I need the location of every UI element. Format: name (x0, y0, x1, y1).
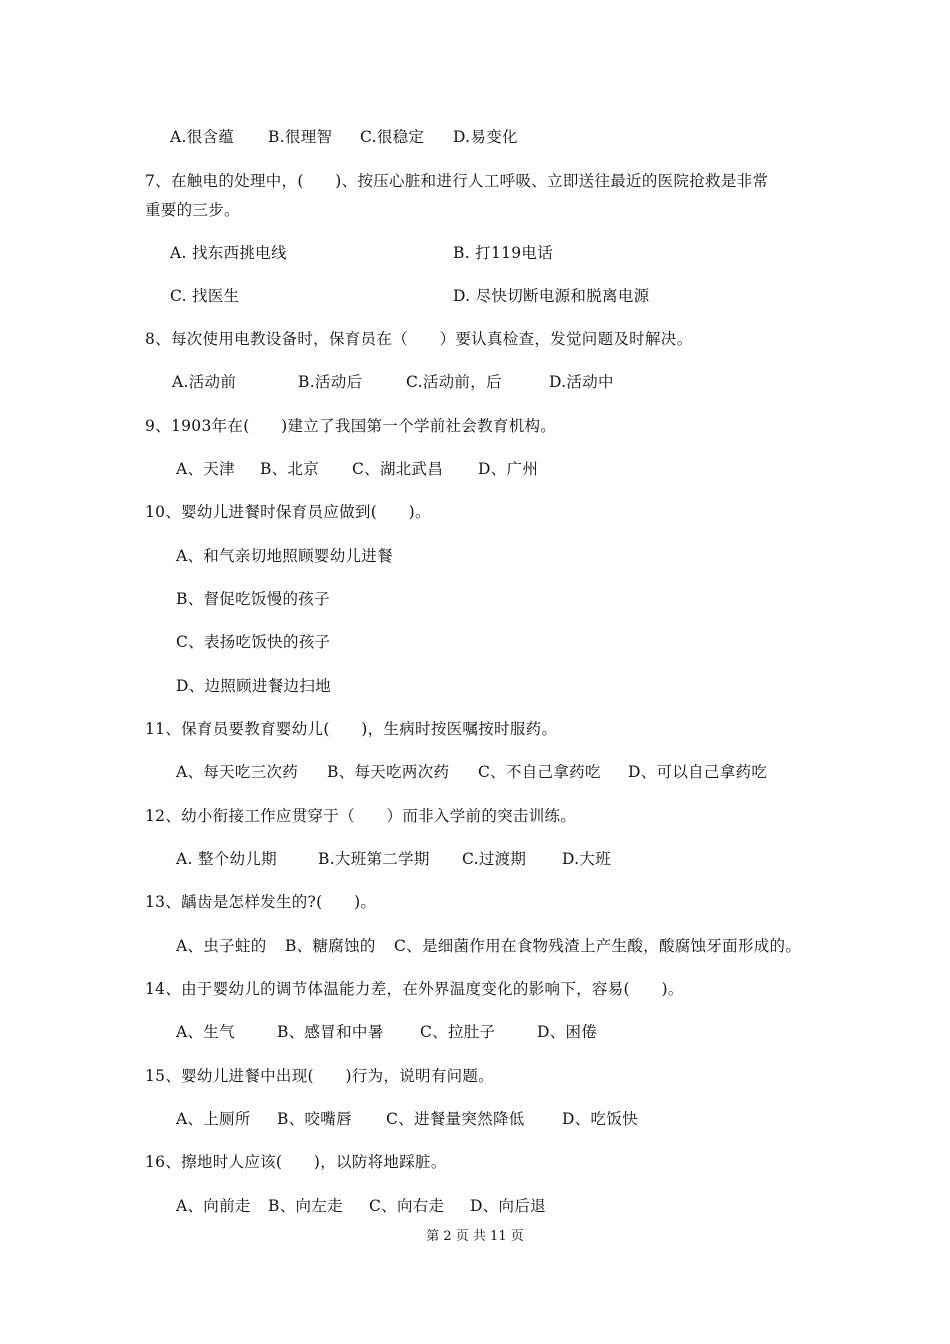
q6-option-b: B.很理智 (268, 128, 333, 146)
q10-option-c: C、表扬吃饭快的孩子 (176, 633, 331, 651)
q12-option-c: C.过渡期 (462, 850, 527, 868)
q7-stem-line1: 7、在触电的处理中，( )、按压心脏和进行人工呼吸、立即送往最近的医院抢救是非常 (145, 172, 769, 190)
q10-stem: 10、婴幼儿进餐时保育员应做到( )。 (145, 503, 431, 521)
q7-option-a: A. 找东西挑电线 (170, 244, 287, 262)
q10-option-a: A、和气亲切地照顾婴幼儿进餐 (176, 547, 393, 565)
q14-option-c: C、拉肚子 (420, 1023, 496, 1041)
q11-option-c: C、不自己拿药吃 (478, 763, 601, 781)
q11-stem: 11、保育员要教育婴幼儿( )，生病时按医嘱按时服药。 (145, 720, 558, 738)
q16-stem: 16、擦地时人应该( )，以防将地踩脏。 (145, 1153, 447, 1171)
q15-stem: 15、婴幼儿进餐中出现( )行为，说明有问题。 (145, 1067, 495, 1085)
q14-option-a: A、生气 (176, 1023, 235, 1041)
q14-stem: 14、由于婴幼儿的调节体温能力差，在外界温度变化的影响下，容易( )。 (145, 980, 684, 998)
q15-option-a: A、上厕所 (176, 1110, 251, 1128)
q6-option-c: C.很稳定 (360, 128, 425, 146)
q6-option-d: D.易变化 (453, 128, 518, 146)
q9-option-b: B、北京 (260, 460, 320, 478)
q14-option-b: B、感冒和中暑 (277, 1023, 384, 1041)
q7-stem-line2: 重要的三步。 (145, 201, 240, 219)
q15-option-b: B、咬嘴唇 (277, 1110, 352, 1128)
q16-option-b: B、向左走 (268, 1197, 343, 1215)
q13-option-a: A、虫子蛀的 (176, 937, 267, 955)
q8-stem: 8、每次使用电教设备时，保育员在（ ）要认真检查，发觉问题及时解决。 (145, 330, 693, 348)
q16-option-a: A、向前走 (176, 1197, 251, 1215)
q11-option-d: D、可以自己拿药吃 (628, 763, 768, 781)
q8-option-c: C.活动前，后 (406, 373, 502, 391)
q8-option-b: B.活动后 (298, 373, 363, 391)
q14-option-d: D、困倦 (537, 1023, 598, 1041)
q9-option-d: D、广州 (478, 460, 539, 478)
page-number-footer: 第 2 页 共 11 页 (426, 1229, 524, 1244)
q7-option-d: D. 尽快切断电源和脱离电源 (453, 287, 650, 305)
q12-stem: 12、幼小衔接工作应贯穿于（ ）而非入学前的突击训练。 (145, 807, 577, 825)
q9-stem: 9、1903年在( )建立了我国第一个学前社会教育机构。 (145, 417, 557, 435)
q6-option-a: A.很含蕴 (170, 128, 235, 146)
q15-option-d: D、吃饭快 (562, 1110, 638, 1128)
q11-option-a: A、每天吃三次药 (176, 763, 299, 781)
q11-option-b: B、每天吃两次药 (327, 763, 450, 781)
q13-option-b: B、糖腐蚀的 (285, 937, 376, 955)
q10-option-b: B、督促吃饭慢的孩子 (176, 590, 330, 608)
q7-option-c: C. 找医生 (170, 287, 240, 305)
q9-option-a: A、天津 (176, 460, 235, 478)
q9-option-c: C、湖北武昌 (352, 460, 444, 478)
q8-option-a: A.活动前 (172, 373, 237, 391)
q12-option-d: D.大班 (562, 850, 612, 868)
q13-option-c: C、是细菌作用在食物残渣上产生酸，酸腐蚀牙面形成的。 (394, 937, 802, 955)
q16-option-c: C、向右走 (369, 1197, 445, 1215)
q10-option-d: D、边照顾进餐边扫地 (176, 677, 331, 695)
q12-option-a: A. 整个幼儿期 (176, 850, 277, 868)
q16-option-d: D、向后退 (470, 1197, 546, 1215)
q13-stem: 13、龋齿是怎样发生的?( )。 (145, 893, 377, 911)
q12-option-b: B.大班第二学期 (318, 850, 430, 868)
q8-option-d: D.活动中 (549, 373, 614, 391)
q7-option-b: B. 打119电话 (453, 244, 554, 262)
q15-option-c: C、进餐量突然降低 (386, 1110, 525, 1128)
